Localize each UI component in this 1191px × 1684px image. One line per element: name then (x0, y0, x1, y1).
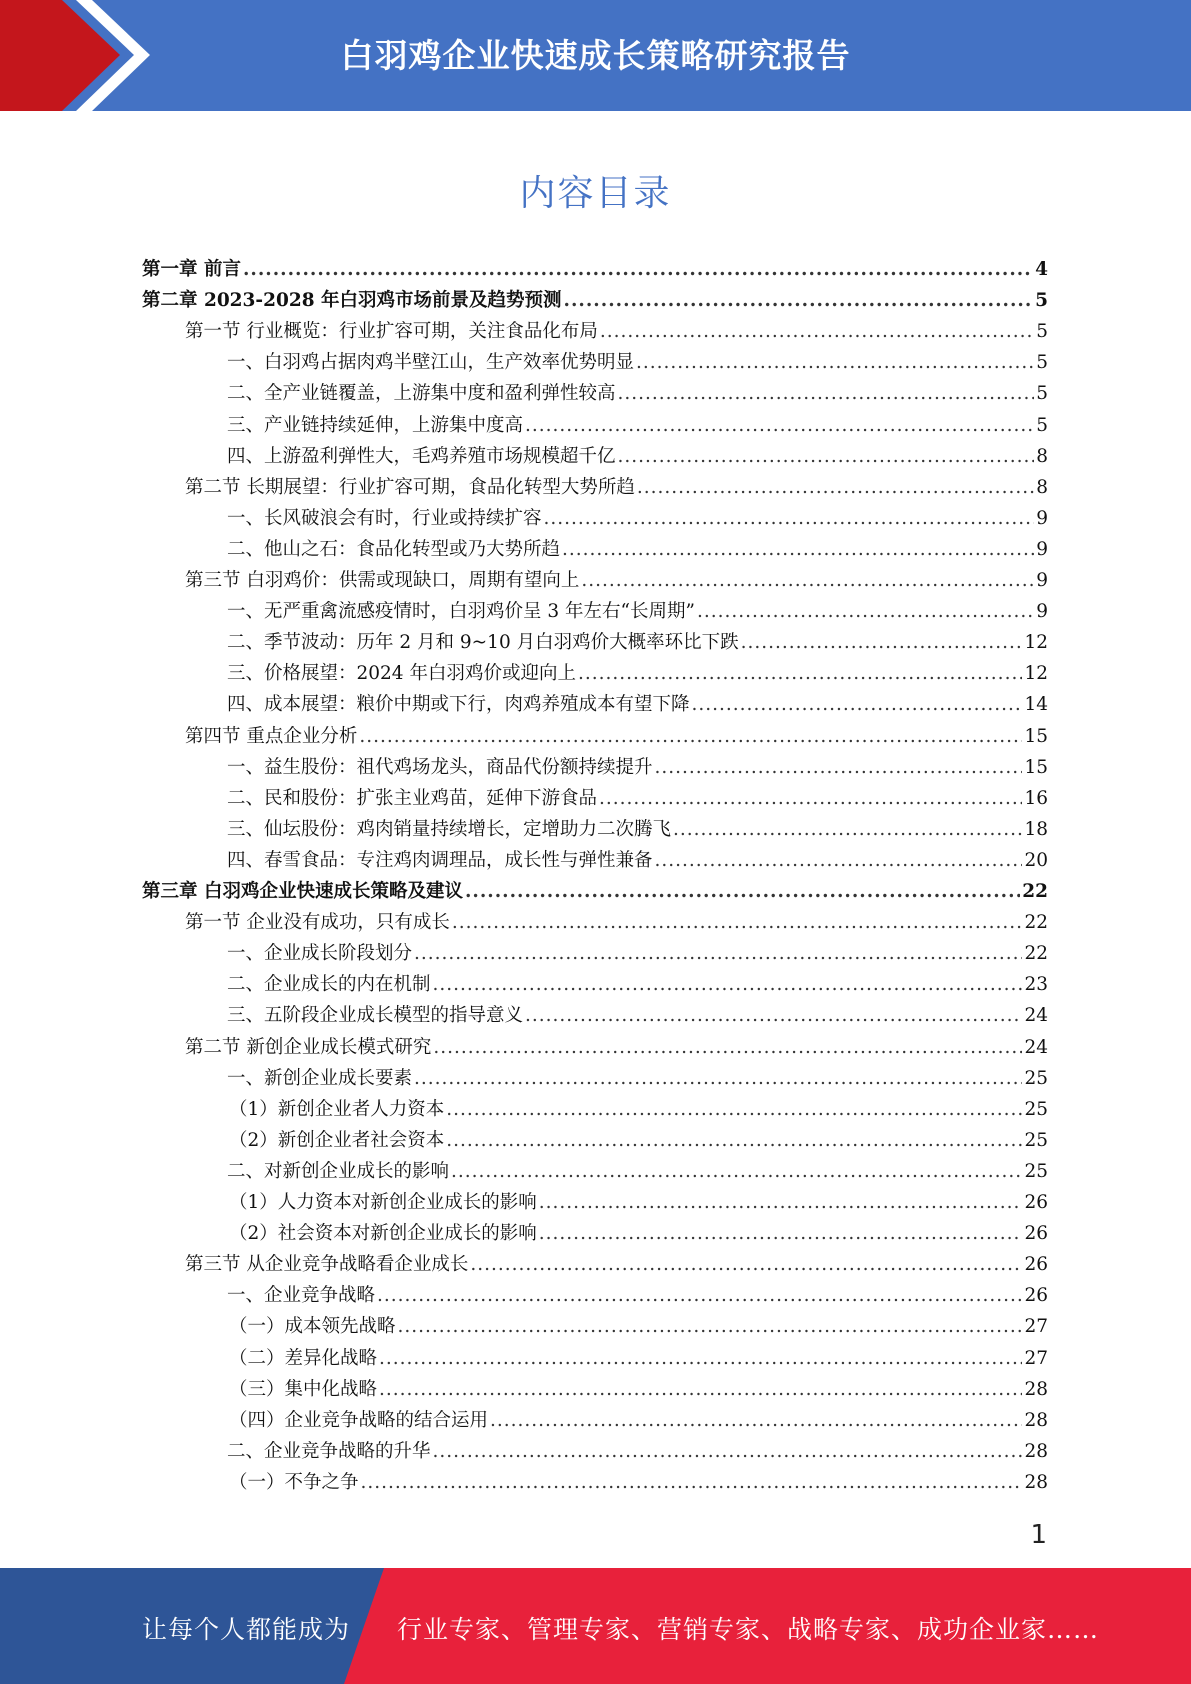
toc-entry[interactable] (142, 255, 1048, 286)
toc-entry[interactable] (229, 1219, 1048, 1250)
toc-entry-page: 4 (1035, 259, 1048, 280)
toc-entry-title: （2）新创企业者社会资本 (229, 1129, 445, 1151)
page-number: 1 (1030, 1520, 1047, 1550)
toc-entry-page: 14 (1024, 694, 1048, 716)
toc-leader-dots (600, 321, 1034, 342)
toc-entry-title: 第二章 2023-2028 年白羽鸡市场前景及趋势预测 (142, 290, 562, 312)
toc-entry-title: 第三章 白羽鸡企业快速成长策略及建议 (142, 881, 463, 902)
toc-entry-title: 四、上游盈利弹性大，毛鸡养殖市场规模超千亿 (227, 445, 616, 467)
toc-entry-page: 24 (1024, 1036, 1048, 1058)
toc-leader-dots (359, 726, 1022, 747)
toc-entry[interactable] (229, 1406, 1048, 1437)
toc-entry-title: 第一节 行业概览：行业扩容可期，关注食品化布局 (185, 321, 598, 343)
toc-entry[interactable] (227, 1157, 1048, 1188)
toc-entry-page: 5 (1035, 290, 1048, 312)
toc-entry-title: 第三节 白羽鸡价：供需或现缺口，周期有望向上 (185, 570, 580, 591)
toc-entry[interactable] (227, 442, 1048, 473)
toc-entry-page: 25 (1024, 1098, 1048, 1120)
toc-leader-dots (361, 1472, 1023, 1493)
toc-entry[interactable] (227, 1001, 1048, 1032)
toc-heading: 内容目录 (519, 173, 672, 214)
toc-entry-page: 5 (1036, 414, 1048, 436)
toc-entry[interactable] (229, 1126, 1048, 1157)
toc-leader-dots (562, 539, 1034, 560)
toc-entry-page: 27 (1024, 1316, 1048, 1338)
toc-entry-page: 15 (1024, 756, 1048, 778)
toc-entry[interactable] (227, 1437, 1048, 1468)
toc-entry-title: （二）差异化战略 (229, 1347, 378, 1369)
toc-entry-page: 12 (1024, 663, 1048, 685)
toc-entry-title: 二、民和股份：扩张主业鸡苗，延伸下游食品 (227, 787, 598, 809)
toc-entry-page: 25 (1024, 1129, 1048, 1151)
toc-leader-dots (741, 632, 1023, 653)
toc-entry-title: 二、他山之石：食品化转型或乃大势所趋 (227, 538, 561, 560)
toc-entry-page: 27 (1024, 1347, 1048, 1369)
toc-entry[interactable] (227, 535, 1048, 566)
toc-entry-page: 16 (1024, 787, 1048, 809)
toc-entry[interactable] (227, 753, 1048, 784)
toc-entry-title: 二、企业竞争战略的升华 (227, 1440, 431, 1462)
toc-entry-title: （1）人力资本对新创企业成长的影响 (229, 1192, 537, 1213)
toc-entry-page: 5 (1036, 352, 1048, 374)
toc-leader-dots (398, 1316, 1023, 1337)
toc-entry-title: 第一章 前言 (142, 259, 241, 280)
toc-leader-dots (243, 259, 1033, 280)
toc-entry-page: 26 (1024, 1285, 1048, 1307)
toc-entry-page: 22 (1022, 881, 1048, 902)
toc-entry-title: 第四节 重点企业分析 (185, 725, 358, 747)
footer-slogan: 让每个人都能成为 (142, 1615, 351, 1644)
toc-entry[interactable] (227, 628, 1048, 659)
toc-entry[interactable] (185, 317, 1048, 348)
toc-leader-dots (655, 757, 1023, 778)
toc-entry[interactable] (185, 722, 1048, 753)
toc-leader-dots (377, 1285, 1022, 1306)
toc-entry-page: 22 (1024, 943, 1048, 965)
toc-entry[interactable] (227, 348, 1048, 379)
toc-entry-page: 25 (1024, 1067, 1048, 1089)
toc-entry[interactable] (227, 690, 1048, 721)
toc-leader-dots (433, 1441, 1023, 1462)
toc-entry-title: （一）成本领先战略 (229, 1316, 396, 1338)
toc-entry[interactable] (227, 411, 1048, 442)
toc-leader-dots (414, 943, 1022, 964)
toc-leader-dots (655, 850, 1023, 871)
toc-entry-title: 四、春雪食品：专注鸡肉调理品，成长性与弹性兼备 (227, 849, 653, 871)
toc-entry-title: 二、对新创企业成长的影响 (227, 1160, 450, 1182)
toc-entry-title: 第一节 企业没有成功，只有成长 (185, 912, 450, 934)
toc-entry-page: 20 (1024, 849, 1048, 871)
toc-entry[interactable] (227, 815, 1048, 846)
toc-entry[interactable] (185, 566, 1048, 597)
toc-entry[interactable] (227, 784, 1048, 815)
toc-entry-page: 22 (1024, 912, 1048, 934)
toc-entry-page: 26 (1024, 1254, 1048, 1276)
toc-leader-dots (564, 290, 1034, 311)
toc-entry-title: 一、企业成长阶段划分 (227, 943, 413, 965)
toc-leader-dots (539, 1192, 1023, 1213)
toc-entry-page: 5 (1036, 321, 1048, 343)
toc-entry-title: 四、成本展望：粮价中期或下行，肉鸡养殖成本有望下降 (227, 694, 690, 716)
toc-entry-page: 23 (1024, 974, 1048, 996)
toc-entry-page: 12 (1024, 632, 1048, 654)
toc-leader-dots (599, 788, 1022, 809)
toc-entry-title: （四）企业竞争战略的结合运用 (229, 1409, 489, 1431)
toc-leader-dots (636, 352, 1034, 373)
toc-entry[interactable] (229, 1375, 1048, 1406)
toc-leader-dots (490, 1410, 1022, 1431)
toc-entry-title: 一、益生股份：祖代鸡场龙头，商品代份额持续提升 (227, 756, 653, 778)
toc-entry-page: 28 (1024, 1378, 1048, 1400)
toc-entry-title: （2）社会资本对新创企业成长的影响 (229, 1223, 537, 1245)
toc-entry[interactable] (227, 379, 1048, 410)
toc-entry-title: （三）集中化战略 (229, 1378, 378, 1400)
toc-leader-dots (618, 383, 1035, 404)
toc-entry[interactable] (227, 597, 1048, 628)
toc-entry-page: 24 (1024, 1005, 1048, 1027)
toc-leader-dots (446, 1099, 1022, 1120)
toc-entry-page: 9 (1036, 538, 1048, 560)
toc-entry-page: 25 (1024, 1160, 1048, 1182)
toc-entry[interactable] (229, 1095, 1048, 1126)
toc-entry[interactable] (227, 970, 1048, 1001)
toc-entry-page: 5 (1036, 383, 1048, 405)
toc-leader-dots (673, 819, 1022, 840)
toc-leader-dots (470, 1254, 1022, 1275)
toc-entry-page: 8 (1036, 476, 1048, 498)
toc-leader-dots (692, 694, 1023, 715)
toc-leader-dots (578, 663, 1022, 684)
toc-leader-dots (452, 912, 1023, 933)
toc-entry-page: 8 (1036, 445, 1048, 467)
report-title: 白羽鸡企业快速成长策略研究报告 (340, 36, 851, 75)
toc-leader-dots (581, 570, 1034, 591)
toc-leader-dots (433, 974, 1023, 995)
toc-entry[interactable] (227, 1064, 1048, 1095)
toc-entry[interactable] (227, 504, 1048, 535)
toc-entry-title: 二、企业成长的内在机制 (227, 974, 431, 996)
toc-entry-page: 28 (1024, 1471, 1048, 1493)
toc-entry-title: 一、无严重禽流感疫情时，白羽鸡价呈 3 年左右“长周期” (227, 601, 695, 623)
toc-entry[interactable] (229, 1188, 1048, 1219)
toc-entry-title: （1）新创企业者人力资本 (229, 1098, 445, 1120)
toc-leader-dots (451, 1161, 1022, 1182)
toc-entry-title: 三、仙坛股份：鸡肉销量持续增长，定增助力二次腾飞 (227, 818, 672, 840)
toc-entry-title: 二、全产业链覆盖，上游集中度和盈利弹性较高 (227, 383, 616, 405)
footer-roles: 行业专家、管理专家、营销专家、战略专家、成功企业家…… (397, 1615, 1100, 1644)
footer-banner (0, 1568, 1191, 1684)
toc-entry-title: 一、企业竞争战略 (227, 1285, 376, 1307)
toc-entry-page: 26 (1024, 1192, 1048, 1213)
toc-leader-dots (379, 1348, 1022, 1369)
toc-entry-title: （一）不争之争 (229, 1471, 359, 1493)
toc-entry-page: 28 (1024, 1409, 1048, 1431)
toc-leader-dots (544, 508, 1035, 529)
toc-leader-dots (618, 446, 1035, 467)
toc-entry[interactable] (227, 846, 1048, 877)
toc-leader-dots (697, 601, 1034, 622)
toc-entry-title: 一、长风破浪会有时，行业或持续扩容 (227, 507, 542, 529)
toc-entry[interactable] (185, 473, 1048, 504)
toc-entry[interactable] (229, 1344, 1048, 1375)
toc-entry[interactable] (229, 1312, 1048, 1343)
toc-entry-title: 二、季节波动：历年 2 月和 9~10 月白羽鸡价大概率环比下跌 (227, 632, 739, 654)
toc-entry-title: 一、新创企业成长要素 (227, 1067, 413, 1089)
toc-entry-title: 第三节 从企业竞争战略看企业成长 (185, 1254, 469, 1276)
toc-entry[interactable] (229, 1468, 1048, 1499)
toc-entry[interactable] (227, 659, 1048, 690)
header-banner (0, 0, 1191, 111)
toc-leader-dots (539, 1223, 1023, 1244)
toc-entry-page: 9 (1036, 570, 1048, 591)
toc-leader-dots (637, 477, 1034, 498)
toc-entry-title: 三、价格展望：2024 年白羽鸡价或迎向上 (227, 663, 576, 685)
toc-leader-dots (525, 415, 1034, 436)
toc-entry-page: 26 (1024, 1223, 1048, 1245)
toc-entry[interactable] (227, 939, 1048, 970)
toc-entry-title: 三、五阶段企业成长模型的指导意义 (227, 1005, 524, 1027)
toc-entry-title: 第二节 新创企业成长模式研究 (185, 1036, 432, 1058)
toc-entry-page: 28 (1024, 1440, 1048, 1462)
toc-leader-dots (433, 1037, 1022, 1058)
toc-entry[interactable] (185, 1033, 1048, 1064)
toc-entry[interactable] (142, 877, 1048, 908)
toc-entry-title: 三、产业链持续延伸，上游集中度高 (227, 414, 524, 436)
toc-entry-page: 15 (1024, 725, 1048, 747)
toc-leader-dots (465, 881, 1020, 902)
toc-entry-page: 9 (1036, 601, 1048, 623)
toc-leader-dots (414, 1068, 1022, 1089)
toc-entry[interactable] (185, 1250, 1048, 1281)
toc-leader-dots (379, 1379, 1022, 1400)
toc-entry-page: 9 (1036, 507, 1048, 529)
toc-entry[interactable] (227, 1281, 1048, 1312)
toc-entry[interactable] (142, 286, 1048, 317)
toc-leader-dots (525, 1005, 1022, 1026)
toc-entry-page: 18 (1024, 818, 1048, 840)
toc-entry[interactable] (185, 908, 1048, 939)
toc-leader-dots (446, 1130, 1022, 1151)
toc-entry-title: 一、白羽鸡占据肉鸡半壁江山，生产效率优势明显 (227, 352, 635, 374)
toc-entry-title: 第二节 长期展望：行业扩容可期，食品化转型大势所趋 (185, 476, 635, 498)
